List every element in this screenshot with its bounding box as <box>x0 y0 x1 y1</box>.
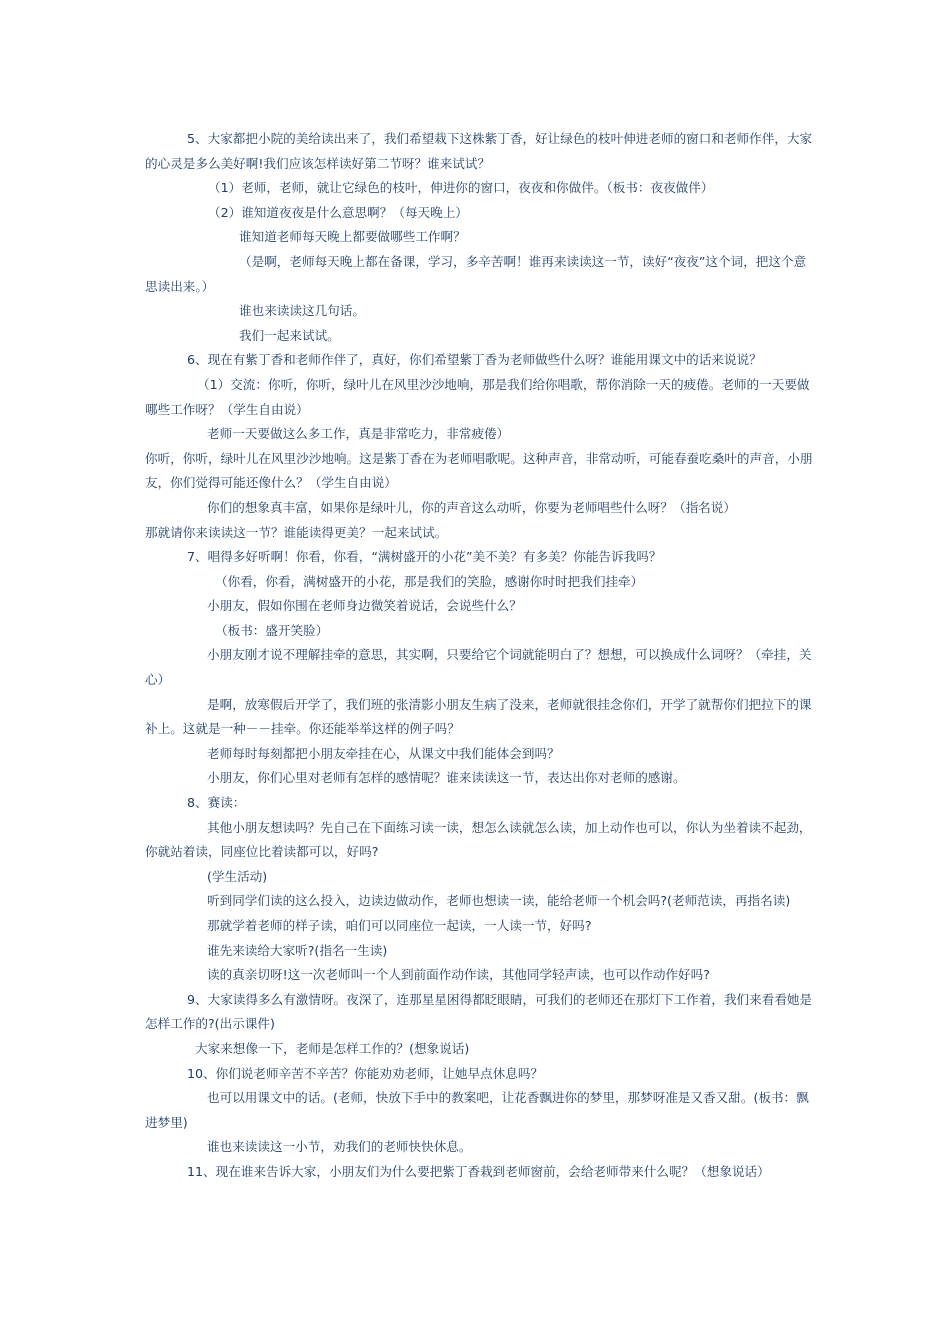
paragraph: 也可以用课文中的话。(老师，快放下手中的教案吧，让花香飘进你的梦里，那梦呀准是又香又甜。(板书：飘进梦里) <box>145 1090 809 1130</box>
paragraph-step-5: 5、大家都把小院的美给读出来了，我们希望栽下这株紫丁香，好让绿色的枝叶伸进老师的窗口和老师作伴，大家的心灵是多么美好啊!我们应该怎样读好第二节呀？谁来试试？ <box>145 131 813 171</box>
paragraph: 小朋友，你们心里对老师有怎样的感情呢？谁来读读这一节，表达出你对老师的感谢。 <box>207 770 686 786</box>
paragraph-step-9: 9、大家读得多么有激情呀。夜深了，连那星星困得都眨眼睛，可我们的老师还在那灯下工作着，我们来看看她是怎样工作的?(出示课件) <box>145 991 813 1032</box>
paragraph: 谁也来读读这几句话。 <box>239 303 365 319</box>
paragraph: 那就学着老师的样子读，咱们可以同座位一起读，一人读一节，好吗? <box>207 918 592 933</box>
paragraph: （板书：盛开笑脸） <box>215 622 329 638</box>
paragraph: 那就请你来读读这一节？谁能读得更美？一起来试试。 <box>145 524 448 540</box>
paragraph: 是啊，放寒假后开学了，我们班的张清影小朋友生病了没来，老师就很挂念你们，开学了就帮你们把拉下的课补上。这就是一种－－挂牵。你还能举举这样的例子吗？ <box>145 696 812 737</box>
paragraph-step-8: 8、赛读： <box>187 795 246 811</box>
paragraph: 你们的想象真丰富，如果你是绿叶儿，你的声音这么动听，你要为老师唱些什么呀？（指名说） <box>207 499 736 515</box>
paragraph: 老师每时每刻都把小朋友牵挂在心，从课文中我们能体会到吗？ <box>207 745 560 761</box>
paragraph: 谁知道老师每天晚上都要做哪些工作啊？ <box>239 229 466 245</box>
paragraph: 小朋友刚才说不理解挂牵的意思，其实啊，只要给它个词就能明白了？想想，可以换成什么词呀？（牵挂，关心） <box>145 647 812 688</box>
paragraph: （是啊，老师每天晚上都在备课，学习，多辛苦啊！谁再来读读这一节，读好“夜夜”这个词，把这个意思读出来。） <box>145 253 807 294</box>
paragraph: 小朋友，假如你围在老师身边微笑着说话，会说些什么？ <box>207 598 522 614</box>
paragraph-5-1: （1）老师，老师，就让它绿色的枝叶，伸进你的窗口，夜夜和你做伴。（板书：夜夜做伴） <box>208 180 714 196</box>
paragraph-5-2: （2）谁知道夜夜是什么意思啊？（每天晚上） <box>208 204 468 220</box>
paragraph: 谁先来读给大家听?(指名一生读) <box>207 942 388 958</box>
paragraph: 听到同学们读的这么投入，边读边做动作，老师也想读一读，能给老师一个机会吗?(老师范读，再指名读) <box>207 893 791 909</box>
paragraph-step-10: 10、你们说老师辛苦不辛苦？你能劝劝老师，让她早点休息吗？ <box>187 1065 544 1081</box>
paragraph: 读的真亲切呀!这一次老师叫一个人到前面作动作读，其他同学轻声读，也可以作动作好吗? <box>207 967 710 983</box>
paragraph-6-1: （1）交流：你听，你听，绿叶儿在风里沙沙地响，那是我们给你唱歌，帮你消除一天的疲倦。老师的一天要做哪些工作呀？（学生自由说） <box>145 376 810 417</box>
paragraph-step-6: 6、现在有紫丁香和老师作伴了，真好，你们希望紫丁香为老师做些什么呀？谁能用课文中的话来说说？ <box>187 352 762 368</box>
paragraph-step-11: 11、现在谁来告诉大家，小朋友们为什么要把紫丁香栽到老师窗前，会给老师带来什么呢？（想象说话） <box>187 1163 770 1179</box>
paragraph: 其他小朋友想读吗？先自己在下面练习读一读，想怎么读就怎么读，加上动作也可以，你认为坐着读不起劲，你就站着读，同座位比着读都可以，好吗? <box>145 819 812 860</box>
paragraph: 我们一起来试试。 <box>239 327 340 343</box>
lesson-content <box>145 127 813 1185</box>
paragraph: 大家来想像一下，老师是怎样工作的？(想象说话) <box>195 1040 470 1056</box>
paragraph: 老师一天要做这么多工作，真是非常吃力，非常疲倦） <box>207 426 510 442</box>
paragraph: 你听，你听，绿叶儿在风里沙沙地响。这是紫丁香在为老师唱歌呢。这种声音，非常动听，可能春蚕吃桑叶的声音，小朋友，你们觉得可能还像什么？（学生自由说） <box>145 450 813 491</box>
paragraph: （你看，你看，满树盛开的小花，那是我们的笑脸，感谢你时时把我们挂牵） <box>215 573 644 589</box>
paragraph: 谁也来读读这一小节，劝我们的老师快快休息。 <box>207 1139 472 1155</box>
paragraph: (学生活动) <box>207 868 268 884</box>
paragraph-step-7: 7、唱得多好听啊！你看，你看，“满树盛开的小花”美不美？有多美？你能告诉我吗？ <box>187 549 662 565</box>
